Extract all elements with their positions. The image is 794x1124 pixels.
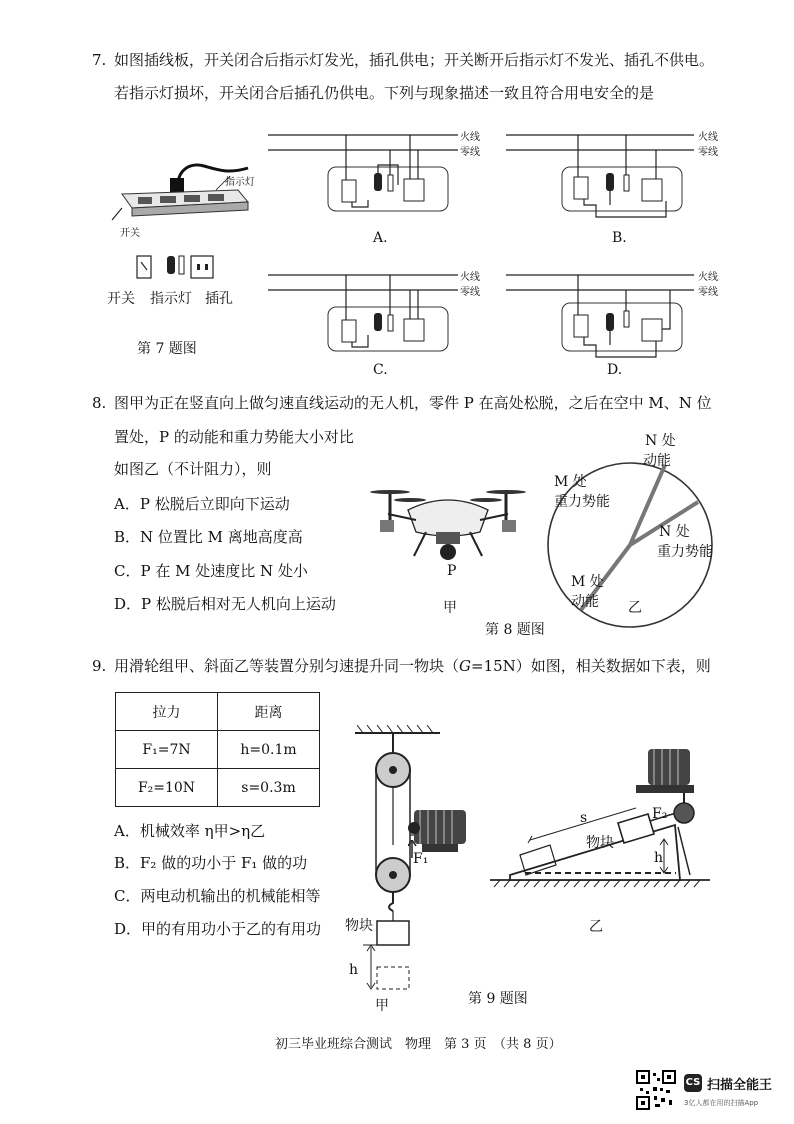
table-header-cell: 距离 [218, 693, 320, 731]
qr-code-icon [636, 1070, 676, 1110]
fig-jia-label: 甲 [443, 600, 457, 616]
pie-m-potential-2: 重力势能 [554, 494, 610, 510]
comp-indicator-label: 指示灯 [150, 291, 192, 307]
pie-n-kinetic-1: N 处 [645, 433, 676, 449]
scanner-tagline: 3亿人都在用的扫描App [684, 1099, 759, 1107]
pulley-block-label: 物块 [345, 918, 373, 934]
q7-fig-caption: 第 7 题图 [137, 341, 197, 357]
q9-number: 9. [92, 657, 107, 675]
pie-n-potential-1: N 处 [659, 524, 690, 540]
q8-option-a: A．P 松脱后立即向下运动 [114, 495, 290, 513]
incline-system [490, 735, 720, 900]
comp-socket-label: 插孔 [205, 291, 233, 307]
pulley-h-label: h [349, 962, 359, 978]
q8-line2: 置处，P 的动能和重力势能大小对比 [114, 428, 354, 446]
pie-n-kinetic-2: 动能 [643, 453, 671, 469]
incline-h-label: h [654, 850, 664, 866]
table-header-cell: 拉力 [116, 693, 218, 731]
option-d-label: D. [607, 362, 623, 378]
q9-fig-caption: 第 9 题图 [468, 991, 528, 1007]
fig-yi-label: 乙 [628, 600, 642, 616]
q7-components [133, 250, 223, 284]
circuit-a [268, 125, 488, 220]
a-neutral-label: 零线 [460, 147, 480, 158]
option-b-label: B. [612, 230, 627, 246]
b-neutral-label: 零线 [698, 147, 718, 158]
f1-label: F₁ [413, 851, 429, 867]
c-neutral-label: 零线 [460, 287, 480, 298]
comp-switch-label: 开关 [107, 291, 135, 307]
page-footer: 初三毕业班综合测试 物理 第 3 页 （共 8 页） [275, 1037, 562, 1052]
scanner-name: 扫描全能王 [707, 1078, 773, 1093]
table-cell: F₁=7N [116, 731, 218, 769]
incline-s-label: s [580, 810, 588, 826]
pie-n-potential-2: 重力势能 [657, 544, 713, 560]
table-cell: s=0.3m [218, 769, 320, 807]
q9-option-a: A．机械效率 η甲>η乙 [114, 822, 266, 840]
q9-line1: 用滑轮组甲、斜面乙等装置分别匀速提升同一物块（G=15N）如图，相关数据如下表，则 [114, 657, 711, 675]
q7-line1: 如图插线板，开关闭合后指示灯发光，插孔供电；开关断开后指示灯不发光、插孔不供电。 [114, 51, 715, 69]
d-neutral-label: 零线 [698, 287, 718, 298]
fig-yi-label-9: 乙 [589, 919, 603, 935]
q8-option-c: C．P 在 M 处速度比 N 处小 [114, 562, 308, 580]
pie-m-kinetic-2: 动能 [571, 594, 599, 610]
q9-option-b: B．F₂ 做的功小于 F₁ 做的功 [114, 854, 308, 872]
data-table [115, 692, 320, 807]
q8-fig-caption: 第 8 题图 [485, 622, 545, 638]
pie-m-potential-1: M 处 [554, 474, 587, 490]
q8-number: 8. [92, 394, 107, 412]
q9-option-c: C．两电动机输出的机械能相等 [114, 887, 321, 905]
circuit-d [506, 265, 726, 365]
q8-option-b: B．N 位置比 M 离地高度高 [114, 528, 303, 546]
q8-line1: 图甲为正在竖直向上做匀速直线运动的无人机，零件 P 在高处松脱，之后在空中 M、N 位 [114, 394, 712, 412]
table-row [116, 731, 320, 769]
table-cell: F₂=10N [116, 769, 218, 807]
table-cell: h=0.1m [218, 731, 320, 769]
c-live-label: 火线 [460, 272, 480, 283]
d-live-label: 火线 [698, 272, 718, 283]
q7-number: 7. [92, 51, 107, 69]
q9-option-d: D．甲的有用功小于乙的有用功 [114, 920, 322, 938]
f2-label: F₂ [652, 806, 668, 822]
circuit-b [506, 125, 726, 225]
q8-line3: 如图乙（不计阻力），则 [114, 460, 272, 478]
q8-option-d: D．P 松脱后相对无人机向上运动 [114, 595, 336, 613]
table-header-row [116, 693, 320, 731]
fig-jia-label-9: 甲 [375, 998, 389, 1014]
strip-switch-label: 开关 [120, 228, 140, 239]
incline-block-label: 物块 [586, 835, 614, 851]
a-live-label: 火线 [460, 132, 480, 143]
option-c-label: C. [373, 362, 388, 378]
scanner-badge-icon: CS [684, 1074, 702, 1092]
table-row [116, 769, 320, 807]
option-a-label: A. [373, 230, 388, 246]
circuit-c [268, 265, 488, 360]
drone-p-label: P [447, 563, 457, 579]
strip-indicator-label: 指示灯 [225, 177, 255, 188]
q7-line2: 若指示灯损坏，开关闭合后插孔仍供电。下列与现象描述一致且符合用电安全的是 [114, 84, 655, 102]
pie-m-kinetic-1: M 处 [571, 574, 604, 590]
b-live-label: 火线 [698, 132, 718, 143]
